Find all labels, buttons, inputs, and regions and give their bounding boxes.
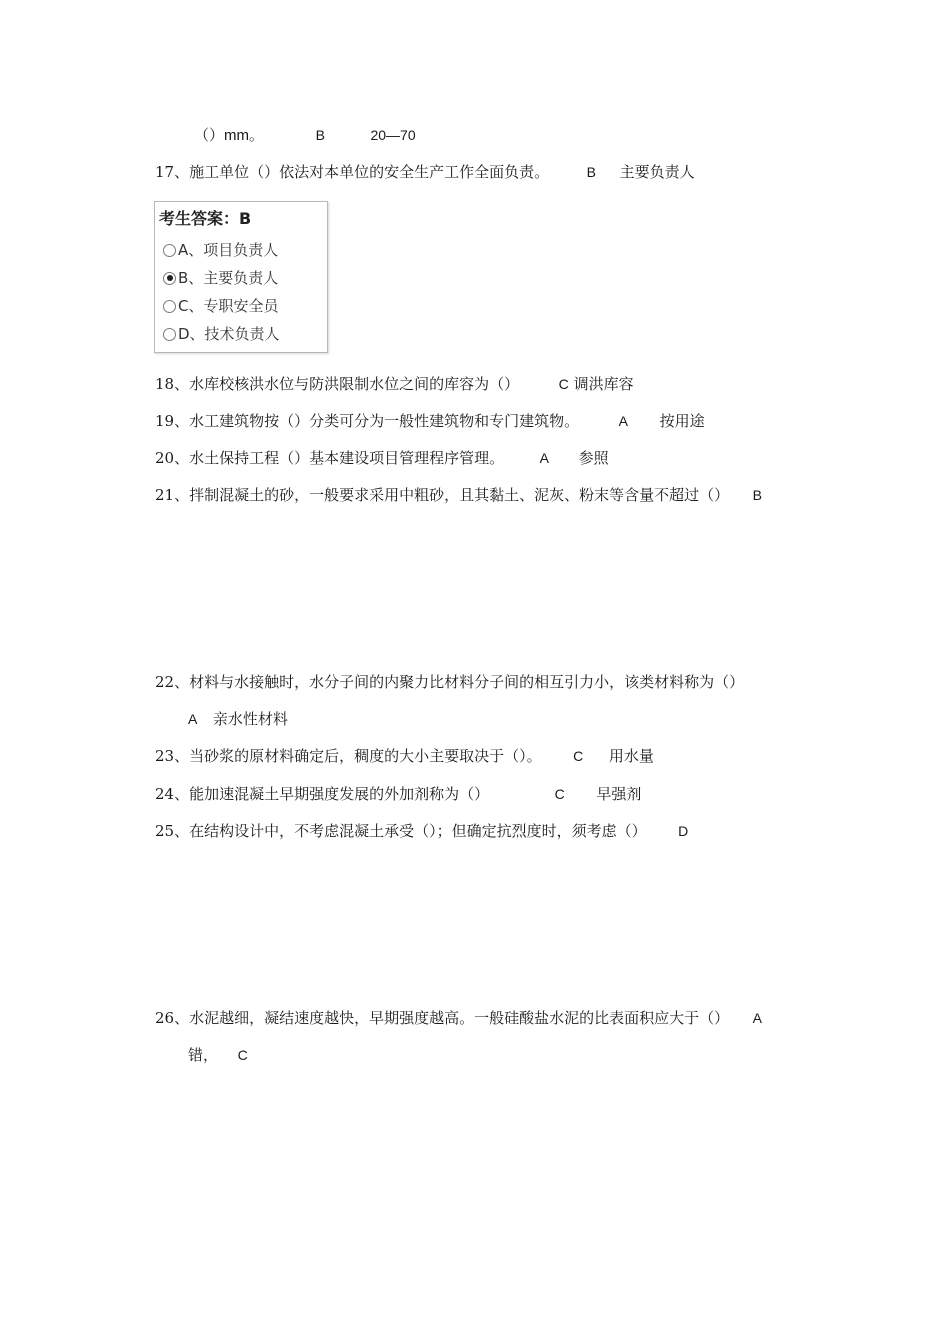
question-20-answer: 参照 <box>578 449 609 467</box>
question-21-text: 21、拌制混凝土的砂，一般要求采用中粗砂，且其黏土、泥灰、粉末等含量不超过（） <box>155 486 730 504</box>
question-16-continuation <box>194 125 416 146</box>
question-16-text: （）mm。 <box>194 127 264 144</box>
radio-unchecked-icon[interactable] <box>163 300 176 313</box>
question-19 <box>155 411 705 431</box>
question-18-answer: 调洪库容 <box>573 375 634 393</box>
exam-option-label: B、主要负责人 <box>178 269 279 287</box>
question-17 <box>155 162 695 182</box>
exam-option-b[interactable] <box>163 268 278 288</box>
question-23-answer-letter: C <box>573 748 584 764</box>
radio-unchecked-icon[interactable] <box>163 244 176 257</box>
exam-option-c[interactable] <box>163 296 278 316</box>
exam-option-d[interactable] <box>163 324 280 344</box>
question-16-answer: 20—70 <box>370 127 416 143</box>
question-17-answer: 主要负责人 <box>619 163 695 181</box>
question-24-answer-letter: C <box>554 786 565 802</box>
question-16-answer-letter: B <box>315 127 325 143</box>
question-19-answer-letter: A <box>618 413 628 429</box>
question-20-answer-letter: A <box>539 450 549 466</box>
question-18-answer-letter: C <box>558 376 569 392</box>
question-22-continuation <box>188 709 288 729</box>
question-26 <box>155 1008 762 1028</box>
exam-option-label: A、项目负责人 <box>178 241 279 259</box>
question-25 <box>155 821 688 841</box>
question-26-continuation-letter: C <box>237 1047 248 1063</box>
question-26-answer-letter: A <box>752 1010 762 1026</box>
question-24 <box>155 784 641 804</box>
question-21 <box>155 485 762 505</box>
exam-answer-title: 考生答案：B <box>159 209 252 228</box>
question-23-text: 23、当砂浆的原材料确定后，稠度的大小主要取决于（）。 <box>155 747 542 765</box>
exam-option-a[interactable] <box>163 240 278 260</box>
question-23 <box>155 746 654 766</box>
question-25-answer-letter: D <box>678 823 689 839</box>
question-17-answer-letter: B <box>586 164 596 180</box>
exam-option-label: C、专职安全员 <box>178 297 279 315</box>
exam-answer-box <box>154 201 328 353</box>
question-18-text: 18、水库校核洪水位与防洪限制水位之间的库容为（） <box>155 375 520 393</box>
question-20-text: 20、水土保持工程（）基本建设项目管理程序管理。 <box>155 449 505 467</box>
question-19-answer: 按用途 <box>659 412 705 430</box>
radio-checked-icon[interactable] <box>163 272 176 285</box>
question-24-text: 24、能加速混凝土早期强度发展的外加剂称为（） <box>155 785 490 803</box>
question-22-text: 22、材料与水接触时，水分子间的内聚力比材料分子间的相互引力小，该类材料称为（） <box>155 673 745 691</box>
question-26-answer: 错， <box>188 1046 219 1064</box>
question-22-answer: 亲水性材料 <box>212 710 288 728</box>
question-23-answer: 用水量 <box>608 747 654 765</box>
question-26-continuation <box>188 1045 248 1065</box>
question-26-text: 26、水泥越细，凝结速度越快，早期强度越高。一般硅酸盐水泥的比表面积应大于（） <box>155 1009 730 1027</box>
question-20 <box>155 448 609 468</box>
radio-unchecked-icon[interactable] <box>163 328 176 341</box>
question-22 <box>155 672 744 692</box>
question-21-answer-letter: B <box>752 487 762 503</box>
question-24-answer: 早强剂 <box>596 785 642 803</box>
question-19-text: 19、水工建筑物按（）分类可分为一般性建筑物和专门建筑物。 <box>155 412 580 430</box>
question-18 <box>155 374 634 394</box>
question-17-text: 17、施工单位（）依法对本单位的安全生产工作全面负责。 <box>155 163 550 181</box>
question-22-answer-letter: A <box>188 711 198 727</box>
question-25-text: 25、在结构设计中，不考虑混凝土承受（）；但确定抗烈度时，须考虑（） <box>155 822 647 840</box>
exam-option-label: D、技术负责人 <box>178 325 280 343</box>
